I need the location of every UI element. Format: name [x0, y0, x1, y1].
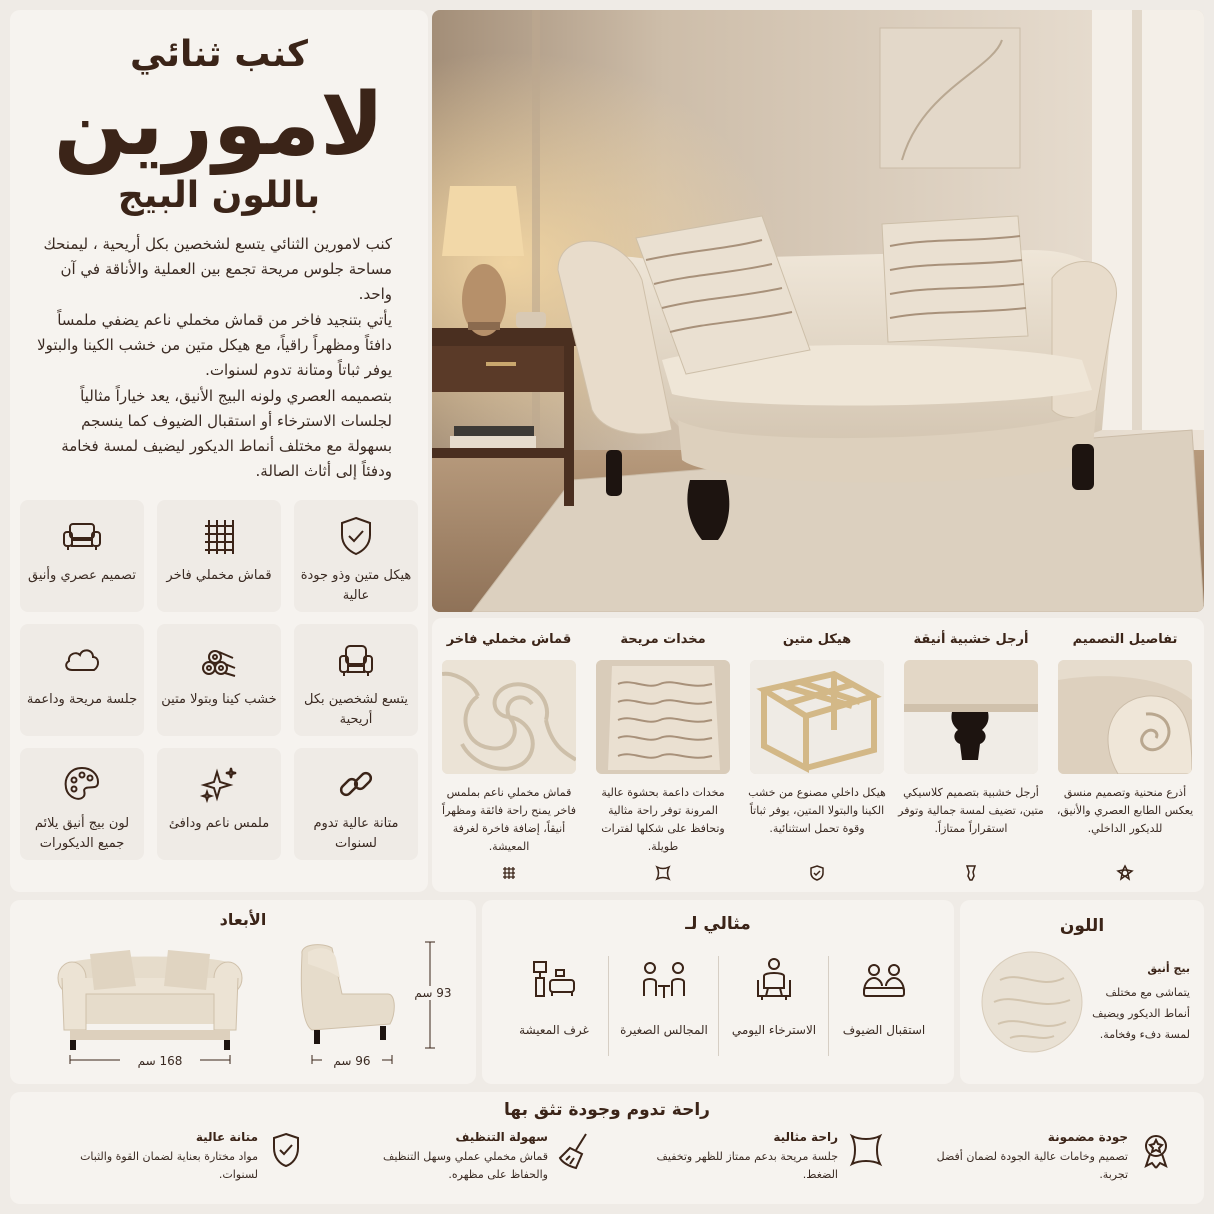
ideal-item: الاسترخاء اليومي	[722, 956, 826, 1076]
leg-detail-photo	[904, 660, 1038, 774]
feature-tile: خشب كينا وبتولا متين	[157, 624, 281, 736]
wood-logs-icon	[197, 638, 241, 682]
benefits-title: راحة تدوم وجودة تثق بها	[504, 1100, 710, 1120]
dimensions-title: الأبعاد	[219, 910, 267, 929]
shield-small-icon	[808, 864, 826, 882]
product-color-subtitle: باللون البيج	[117, 175, 321, 216]
feature-tile: تصميم عصري وأنيق	[20, 500, 144, 612]
detail-card	[1048, 618, 1202, 892]
color-title: اللون	[1059, 916, 1105, 936]
detail-title: مخدات مريحة	[620, 632, 706, 647]
ideal-item: غرف المعيشة	[502, 956, 606, 1076]
benefit-item: راحة مثالية جلسة مريحة بدعم ممتاز للظهر وتخفيف الضغط.	[610, 1126, 900, 1196]
detail-title: قماش مخملي فاخر	[446, 632, 572, 647]
ornament-icon	[1116, 864, 1134, 882]
fabric-detail-photo	[442, 660, 576, 774]
description-paragraph-1: كنب لامورين الثنائي يتسع لشخصين بكل أريحية ، ليمنحك مساحة جلوس مريحة تجمع بين العملية والأناقة في آن واحد.	[43, 235, 392, 303]
description-paragraph-3: بتصميمه العصري ولونه البيج الأنيق، يعد خياراً مثالياً لجلسات الاسترخاء أو استقبال الضيوف كما ينسجم بسهولة مع مختلف أنماط الديكور ليضيف لمسة فخامة ودفئاً إلى أثاث الصالة.	[61, 387, 392, 480]
palette-icon	[60, 762, 104, 806]
arm-detail-photo	[1058, 660, 1192, 774]
detail-text: أذرع منحنية وتصميم منسق يعكس الطابع العصري والأنيق، للديكور الداخلي.	[1056, 786, 1194, 835]
sparkles-icon	[197, 762, 241, 806]
benefits-panel	[10, 1092, 1204, 1204]
pillow-icon	[846, 1130, 886, 1170]
depth-label: 96 سم	[322, 1054, 382, 1068]
ideal-title: مثالي لـ	[685, 914, 751, 934]
feature-tile: ملمس ناعم ودافئ	[157, 748, 281, 860]
pillow-detail-photo	[596, 660, 730, 774]
benefit-item: سهولة التنظيف قماش مخملي عملي وسهل التنظيف والحفاظ على مظهره.	[320, 1126, 610, 1196]
living-room-icon	[530, 956, 578, 1004]
feature-tile: يتسع لشخصين بكل أريحية	[294, 624, 418, 736]
feature-tile: لون بيج أنيق يلائم جميع الديكورات	[20, 748, 144, 860]
color-swatch	[980, 950, 1084, 1054]
ideal-item: استقبال الضيوف	[832, 956, 936, 1076]
product-type: كنب ثنائي	[130, 34, 308, 75]
description-paragraph-2: يأتي بتنجيد فاخر من قماش مخملي ناعم يضفي ملمساً دافئاً ومظهراً راقياً، مع هيكل متين من خشب الكينا والبتولا يوفر ثباتاً ومتانة تدوم لسنوات.	[37, 311, 392, 379]
height-label: 93 سم	[406, 986, 460, 1000]
broom-icon	[556, 1130, 596, 1170]
color-description: يتماشى مع مختلف أنماط الديكور ويضيف لمسة دفء وفخامة.	[1092, 986, 1190, 1041]
feature-tile: هيكل متين وذو جودة عالية	[294, 500, 418, 612]
product-title: لامورين	[53, 75, 385, 175]
hero-photo	[432, 10, 1204, 612]
detail-text: هيكل داخلي مصنوع من خشب الكينا والبتولا المتين، يوفر ثباتاً وقوة تحمل استثنائية.	[748, 786, 886, 835]
meeting-icon	[640, 956, 688, 1004]
frame-detail-photo	[750, 660, 884, 774]
feature-tile: قماش مخملي فاخر	[157, 500, 281, 612]
detail-text: أرجل خشبية بتصميم كلاسيكي متين، تضيف لمسة جمالية وتوفر استقراراً ممتازاً.	[898, 786, 1044, 835]
detail-card	[894, 618, 1048, 892]
leg-icon	[962, 864, 980, 882]
intro-panel	[10, 10, 428, 892]
color-panel	[960, 900, 1204, 1084]
details-panel	[432, 618, 1204, 892]
detail-title: أرجل خشبية أنيقة	[913, 632, 1029, 647]
fabric-weave-icon	[197, 514, 241, 558]
dimensions-panel	[10, 900, 476, 1084]
feature-tile: جلسة مريحة وداعمة	[20, 624, 144, 736]
medal-icon	[1136, 1130, 1176, 1170]
sofa-front-diagram	[50, 934, 250, 1064]
sofa-icon	[60, 514, 104, 558]
width-label: 168 سم	[120, 1054, 200, 1068]
guests-icon	[860, 956, 908, 1004]
detail-card	[586, 618, 740, 892]
detail-card	[432, 618, 586, 892]
shield-check-icon	[334, 514, 378, 558]
cloud-icon	[60, 638, 104, 682]
feature-tile: متانة عالية تدوم لسنوات	[294, 748, 418, 860]
ideal-item: المجالس الصغيرة	[612, 956, 716, 1076]
detail-card	[740, 618, 894, 892]
benefit-item: متانة عالية مواد مختارة بعناية لضمان القوة والثبات لسنوات.	[30, 1126, 320, 1196]
chain-link-icon	[334, 762, 378, 806]
relax-icon	[750, 956, 798, 1004]
color-name: بيج أنيق	[1147, 962, 1190, 975]
detail-text: قماش مخملي ناعم بملمس فاخر يمنح راحة فائقة ومظهراً أنيقاً، إضافة فاخرة لغرفة المعيشة.	[442, 786, 576, 853]
detail-title: تفاصيل التصميم	[1072, 632, 1178, 647]
weave-small-icon	[500, 864, 518, 882]
detail-title: هيكل متين	[782, 632, 852, 647]
shield-check-icon	[266, 1130, 306, 1170]
ideal-for-panel	[482, 900, 954, 1084]
pillow-small-icon	[654, 864, 672, 882]
armchair-icon	[334, 638, 378, 682]
detail-text: مخدات داعمة بحشوة عالية المرونة توفر راحة مثالية وتحافظ على شكلها لفترات طويلة.	[601, 786, 725, 853]
benefit-item: جودة مضمونة تصميم وخامات عالية الجودة لضمان أفضل تجربة.	[900, 1126, 1190, 1196]
